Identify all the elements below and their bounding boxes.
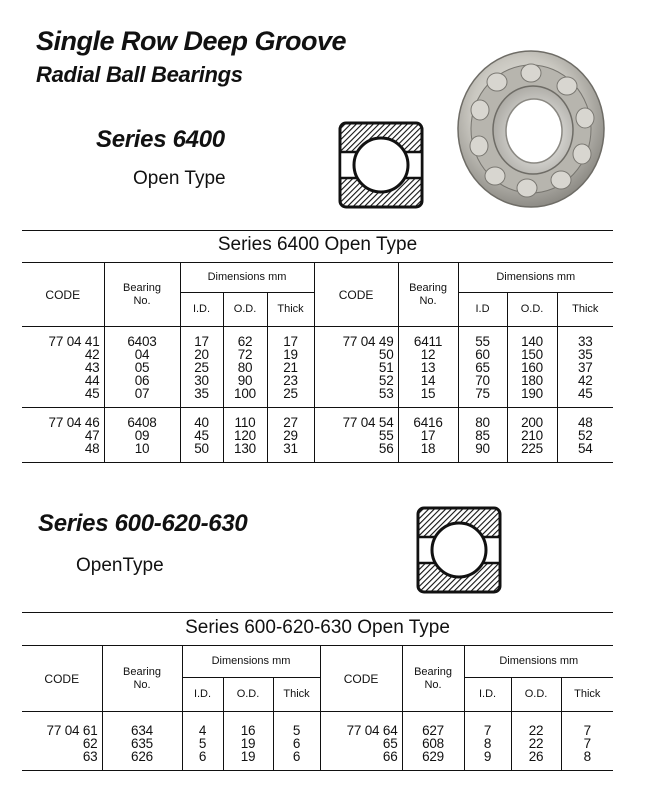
code-cell: 45: [22, 387, 104, 408]
id-cell: 45: [180, 429, 223, 442]
od-cell: 22: [511, 737, 561, 750]
od-cell: 100: [223, 387, 267, 408]
col-header-dimensions-right: Dimensions mm: [464, 646, 613, 678]
thick-cell: 54: [557, 442, 613, 463]
col-header-dimensions-right: Dimensions mm: [458, 263, 613, 293]
od-cell: 160: [507, 361, 557, 374]
od-cell: 180: [507, 374, 557, 387]
bearing-no-cell: 6403: [104, 327, 180, 348]
code-cell: 51: [314, 361, 398, 374]
series-6400-table: [22, 262, 613, 463]
id-cell: 70: [458, 374, 507, 387]
od-cell: 190: [507, 387, 557, 408]
thick-cell: 27: [267, 408, 314, 429]
table-row: [22, 737, 613, 750]
id-cell: 75: [458, 387, 507, 408]
id-cell: 90: [458, 442, 507, 463]
od-cell: 150: [507, 348, 557, 361]
code-cell: 63: [22, 750, 102, 771]
bearing-cross-section-icon: [337, 120, 425, 210]
col-header-id: I.D.: [180, 293, 223, 327]
code-cell: 77 04 64: [320, 712, 402, 737]
bearing-no-cell: 626: [102, 750, 182, 771]
id-cell: 35: [180, 387, 223, 408]
thick-cell: 5: [273, 712, 320, 737]
bearing-no-cell: 05: [104, 361, 180, 374]
table-2-title: Series 600-620-630 Open Type: [185, 617, 450, 638]
thick-cell: 37: [557, 361, 613, 374]
col-header-thick: Thick: [267, 293, 314, 327]
series-6400-heading: Series 6400: [96, 126, 225, 153]
od-cell: 26: [511, 750, 561, 771]
code-cell: 55: [314, 429, 398, 442]
id-cell: 30: [180, 374, 223, 387]
code-cell: 44: [84, 372, 100, 388]
thick-cell: 48: [557, 408, 613, 429]
col-header-dimensions: Dimensions mm: [182, 646, 320, 678]
id-cell: 5: [182, 737, 223, 750]
page-subtitle: Radial Ball Bearings: [36, 62, 243, 87]
od-cell: 225: [507, 442, 557, 463]
code-cell: 53: [314, 387, 398, 408]
thick-cell: 7: [561, 712, 613, 737]
bearing-no-cell: 12: [398, 348, 458, 361]
id-cell: 55: [458, 327, 507, 348]
col-header-id-right: I.D: [458, 293, 507, 327]
thick-cell: 33: [557, 327, 613, 348]
bearing-no-cell: 6416: [398, 408, 458, 429]
col-header-code-right: CODE: [314, 263, 398, 327]
col-header-thick: Thick: [273, 678, 320, 712]
od-cell: 19: [223, 737, 273, 750]
bearing-no-cell: 6411: [398, 327, 458, 348]
bearing-no-cell: 629: [402, 750, 464, 771]
ball-bearing-photo: [455, 48, 607, 210]
od-cell: 110: [223, 408, 267, 429]
table-row: [22, 361, 613, 374]
od-cell: 80: [223, 361, 267, 374]
col-header-bearing-no-right: Bearing No.: [398, 263, 458, 327]
table-row: [22, 408, 613, 429]
bearing-no-cell: 09: [104, 429, 180, 442]
id-cell: 25: [180, 361, 223, 374]
col-header-id: I.D.: [182, 678, 223, 712]
od-cell: 140: [507, 327, 557, 348]
bearing-no-cell: 10: [104, 442, 180, 463]
table-1-top-rule: [22, 230, 613, 231]
od-cell: 72: [223, 348, 267, 361]
code-cell: 62: [82, 735, 98, 751]
id-cell: 80: [458, 408, 507, 429]
table-row: [22, 712, 613, 737]
code-cell: 77 04 46: [48, 414, 100, 430]
table-row: [22, 348, 613, 361]
thick-cell: 21: [267, 361, 314, 374]
bearing-no-cell: 06: [104, 374, 180, 387]
col-header-code: CODE: [22, 263, 104, 327]
col-header-od-right: O.D.: [511, 678, 561, 712]
thick-cell: 6: [273, 750, 320, 771]
id-cell: 8: [464, 737, 511, 750]
thick-cell: 42: [557, 374, 613, 387]
od-cell: 62: [223, 327, 267, 348]
col-header-thick-right: Thick: [557, 293, 613, 327]
series-600-table: [22, 645, 613, 771]
thick-cell: 8: [561, 750, 613, 771]
col-header-od: O.D.: [223, 678, 273, 712]
col-header-id-right: I.D.: [464, 678, 511, 712]
col-header-code-right: CODE: [320, 646, 402, 712]
bearing-no-cell: 18: [398, 442, 458, 463]
thick-cell: 7: [561, 737, 613, 750]
od-cell: 120: [223, 429, 267, 442]
id-cell: 7: [464, 712, 511, 737]
table-row: [22, 442, 613, 463]
bearing-no-cell: 17: [398, 429, 458, 442]
col-header-code: CODE: [22, 646, 102, 712]
id-cell: 50: [180, 442, 223, 463]
od-cell: 200: [507, 408, 557, 429]
thick-cell: 19: [267, 348, 314, 361]
series-600-type: OpenType: [76, 555, 164, 576]
thick-cell: 35: [557, 348, 613, 361]
thick-cell: 45: [557, 387, 613, 408]
id-cell: 20: [180, 348, 223, 361]
bearing-no-cell: 608: [402, 737, 464, 750]
bearing-cross-section-icon: [415, 505, 503, 595]
bearing-no-cell: 13: [398, 361, 458, 374]
code-cell: 77 04 41: [48, 333, 100, 349]
od-cell: 210: [507, 429, 557, 442]
bearing-no-cell: 14: [398, 374, 458, 387]
thick-cell: 23: [267, 374, 314, 387]
col-header-bearing-no: Bearing No.: [104, 263, 180, 327]
code-cell: 47: [84, 427, 100, 443]
code-cell: 66: [320, 750, 402, 771]
bearing-no-cell: 15: [398, 387, 458, 408]
thick-cell: 6: [273, 737, 320, 750]
bearing-no-cell: 627: [402, 712, 464, 737]
code-cell: 56: [314, 442, 398, 463]
col-header-od-right: O.D.: [507, 293, 557, 327]
code-cell: 50: [314, 348, 398, 361]
col-header-dimensions: Dimensions mm: [180, 263, 314, 293]
id-cell: 40: [180, 408, 223, 429]
col-header-od: O.D.: [223, 293, 267, 327]
id-cell: 4: [182, 712, 223, 737]
id-cell: 85: [458, 429, 507, 442]
col-header-bearing-no-right: Bearing No.: [402, 646, 464, 712]
id-cell: 6: [182, 750, 223, 771]
id-cell: 60: [458, 348, 507, 361]
thick-cell: 52: [557, 429, 613, 442]
thick-cell: 25: [267, 387, 314, 408]
thick-cell: 17: [267, 327, 314, 348]
od-cell: 19: [223, 750, 273, 771]
table-row: [22, 750, 613, 771]
thick-cell: 31: [267, 442, 314, 463]
col-header-thick-right: Thick: [561, 678, 613, 712]
series-6400-type: Open Type: [133, 168, 226, 189]
thick-cell: 29: [267, 429, 314, 442]
table-row: [22, 327, 613, 348]
table-row: [22, 374, 613, 387]
code-cell: 43: [84, 359, 100, 375]
od-cell: 130: [223, 442, 267, 463]
od-cell: 16: [223, 712, 273, 737]
table-row: [22, 429, 613, 442]
code-cell: 52: [314, 374, 398, 387]
code-cell: 77 04 49: [314, 327, 398, 348]
od-cell: 90: [223, 374, 267, 387]
code-cell: 48: [22, 442, 104, 463]
bearing-no-cell: 6408: [104, 408, 180, 429]
bearing-no-cell: 634: [102, 712, 182, 737]
table-1-title: Series 6400 Open Type: [217, 234, 418, 255]
page-title: Single Row Deep Groove: [36, 26, 347, 56]
code-cell: 77 04 61: [46, 722, 98, 738]
series-600-heading: Series 600-620-630: [38, 510, 248, 537]
id-cell: 65: [458, 361, 507, 374]
id-cell: 9: [464, 750, 511, 771]
id-cell: 17: [180, 327, 223, 348]
bearing-no-cell: 04: [104, 348, 180, 361]
code-cell: 42: [84, 346, 100, 362]
bearing-no-cell: 07: [104, 387, 180, 408]
code-cell: 65: [320, 737, 402, 750]
table-2-top-rule: [22, 612, 613, 613]
od-cell: 22: [511, 712, 561, 737]
table-row: [22, 387, 613, 408]
code-cell: 77 04 54: [314, 408, 398, 429]
bearing-no-cell: 635: [102, 737, 182, 750]
col-header-bearing-no: Bearing No.: [102, 646, 182, 712]
